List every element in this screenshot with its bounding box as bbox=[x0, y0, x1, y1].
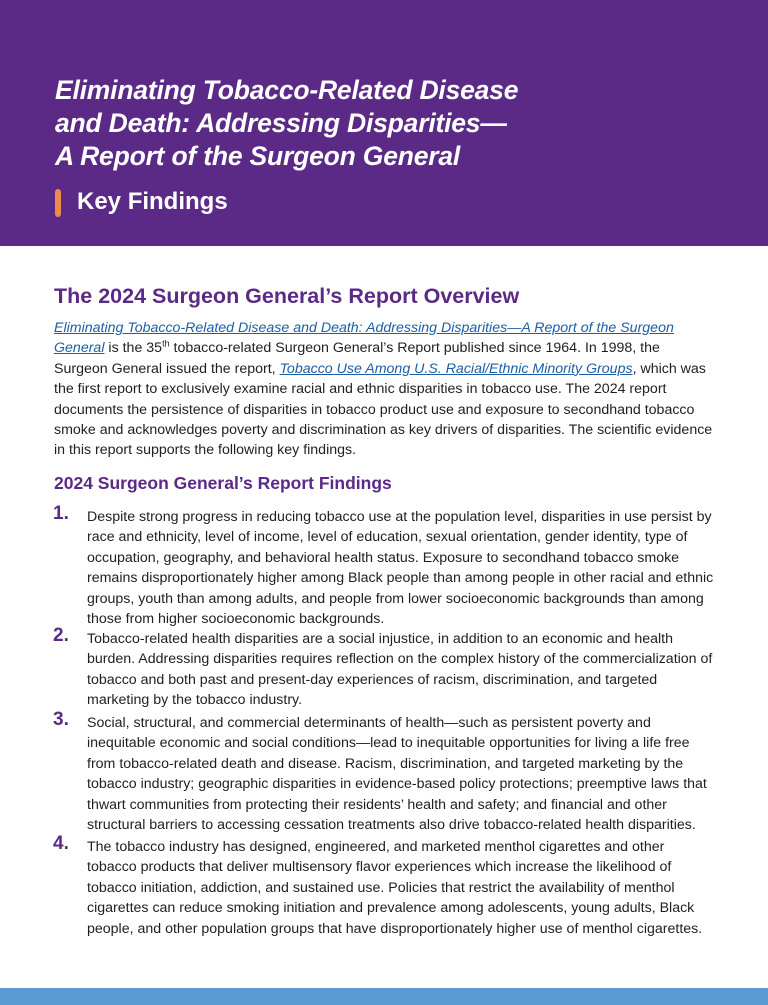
report-link[interactable]: Eliminating Tobacco-Related Disease and Death: Addressing Disparities—A Report of the Surgeon General bbox=[54, 320, 674, 357]
finding-number: 4. bbox=[53, 833, 69, 854]
report-title bbox=[55, 74, 518, 173]
finding-text: The tobacco industry has designed, engineered, and marketed menthol cigarettes and other tobacco products that deliver multisensory flavor experiences which increase the likelihood of tobacco initiation, addiction, and sustained use. Policies that restrict the availability of menthol cigarettes can reduce smoking initiation and prevalence among adolescents, young adults, Black people, and other population groups that have disproportionately higher use of menthol cigarettes. bbox=[87, 839, 703, 937]
finding-text: Despite strong progress in reducing tobacco use at the population level, disparities in use persist by race and ethnicity, level of income, level of education, sexual orientation, gender identity, type of occupation, geography, and behavioral health status. Exposure to secondhand tobacco smoke remains disproportionately higher among Black people than among people in other racial and ethnic groups, youth than among adults, and people from lower socioeconomic backgrounds than among those from higher socioeconomic backgrounds. bbox=[87, 509, 714, 628]
finding-number: 3. bbox=[53, 709, 69, 730]
finding-text: Social, structural, and commercial determinants of health—such as persistent poverty and inequitable economic and social conditions—lead to inequitable opportunities for living a life free from tobacco-related death and disease. Racism, discrimination, and targeted marketing by the tobacco industry; geographic disparities in evidence-based policy protections; preemptive laws that thwart communities from protecting their residents’ health and safety; and financial and other structural barriers to accessing cessation treatments also drive tobacco-related health disparities. bbox=[87, 715, 707, 834]
report-title-line-1: Eliminating Tobacco-Related Disease bbox=[55, 75, 519, 105]
key-findings-label: Key Findings bbox=[77, 188, 228, 215]
ordinal-superscript: th bbox=[162, 338, 170, 349]
finding-number: 2. bbox=[53, 625, 69, 646]
report-title-line-2: and Death: Addressing Disparities— bbox=[55, 108, 507, 138]
overview-paragraph bbox=[54, 318, 714, 461]
findings-heading: 2024 Surgeon General’s Report Findings bbox=[54, 473, 392, 493]
overview-heading: The 2024 Surgeon General’s Report Overview bbox=[54, 284, 520, 308]
key-findings-accent-bar bbox=[55, 189, 61, 217]
report-title-line-3: A Report of the Surgeon General bbox=[55, 141, 461, 171]
finding-text: Tobacco-related health disparities are a social injustice, in addition to an economic and health burden. Addressing disparities requires reflection on the complex history of the commercialization of tobacco and both past and present-day experiences of racism, discrimination, and targeted marketing by the tobacco industry. bbox=[87, 631, 713, 709]
finding-number: 1. bbox=[53, 503, 69, 524]
overview-text-2: tobacco-related Surgeon General’s Report published since 1964. In 1998, the Surgeon General issued the report, bbox=[54, 340, 660, 377]
overview-text-1: is the 35 bbox=[104, 340, 163, 357]
header-banner bbox=[0, 0, 768, 246]
overview-text-3: , which was the first report to exclusively examine racial and ethnic disparities in tobacco use. The 2024 report documents the persistence of disparities in tobacco product use and exposure to secondhand tobacco smoke and acknowledges poverty and discrimination as key drivers of disparities. The scientific evidence in this report supports the following key findings. bbox=[54, 360, 713, 459]
footer-color-bar bbox=[0, 988, 768, 1005]
minority-groups-report-link[interactable]: Tobacco Use Among U.S. Racial/Ethnic Minority Groups bbox=[279, 360, 633, 377]
